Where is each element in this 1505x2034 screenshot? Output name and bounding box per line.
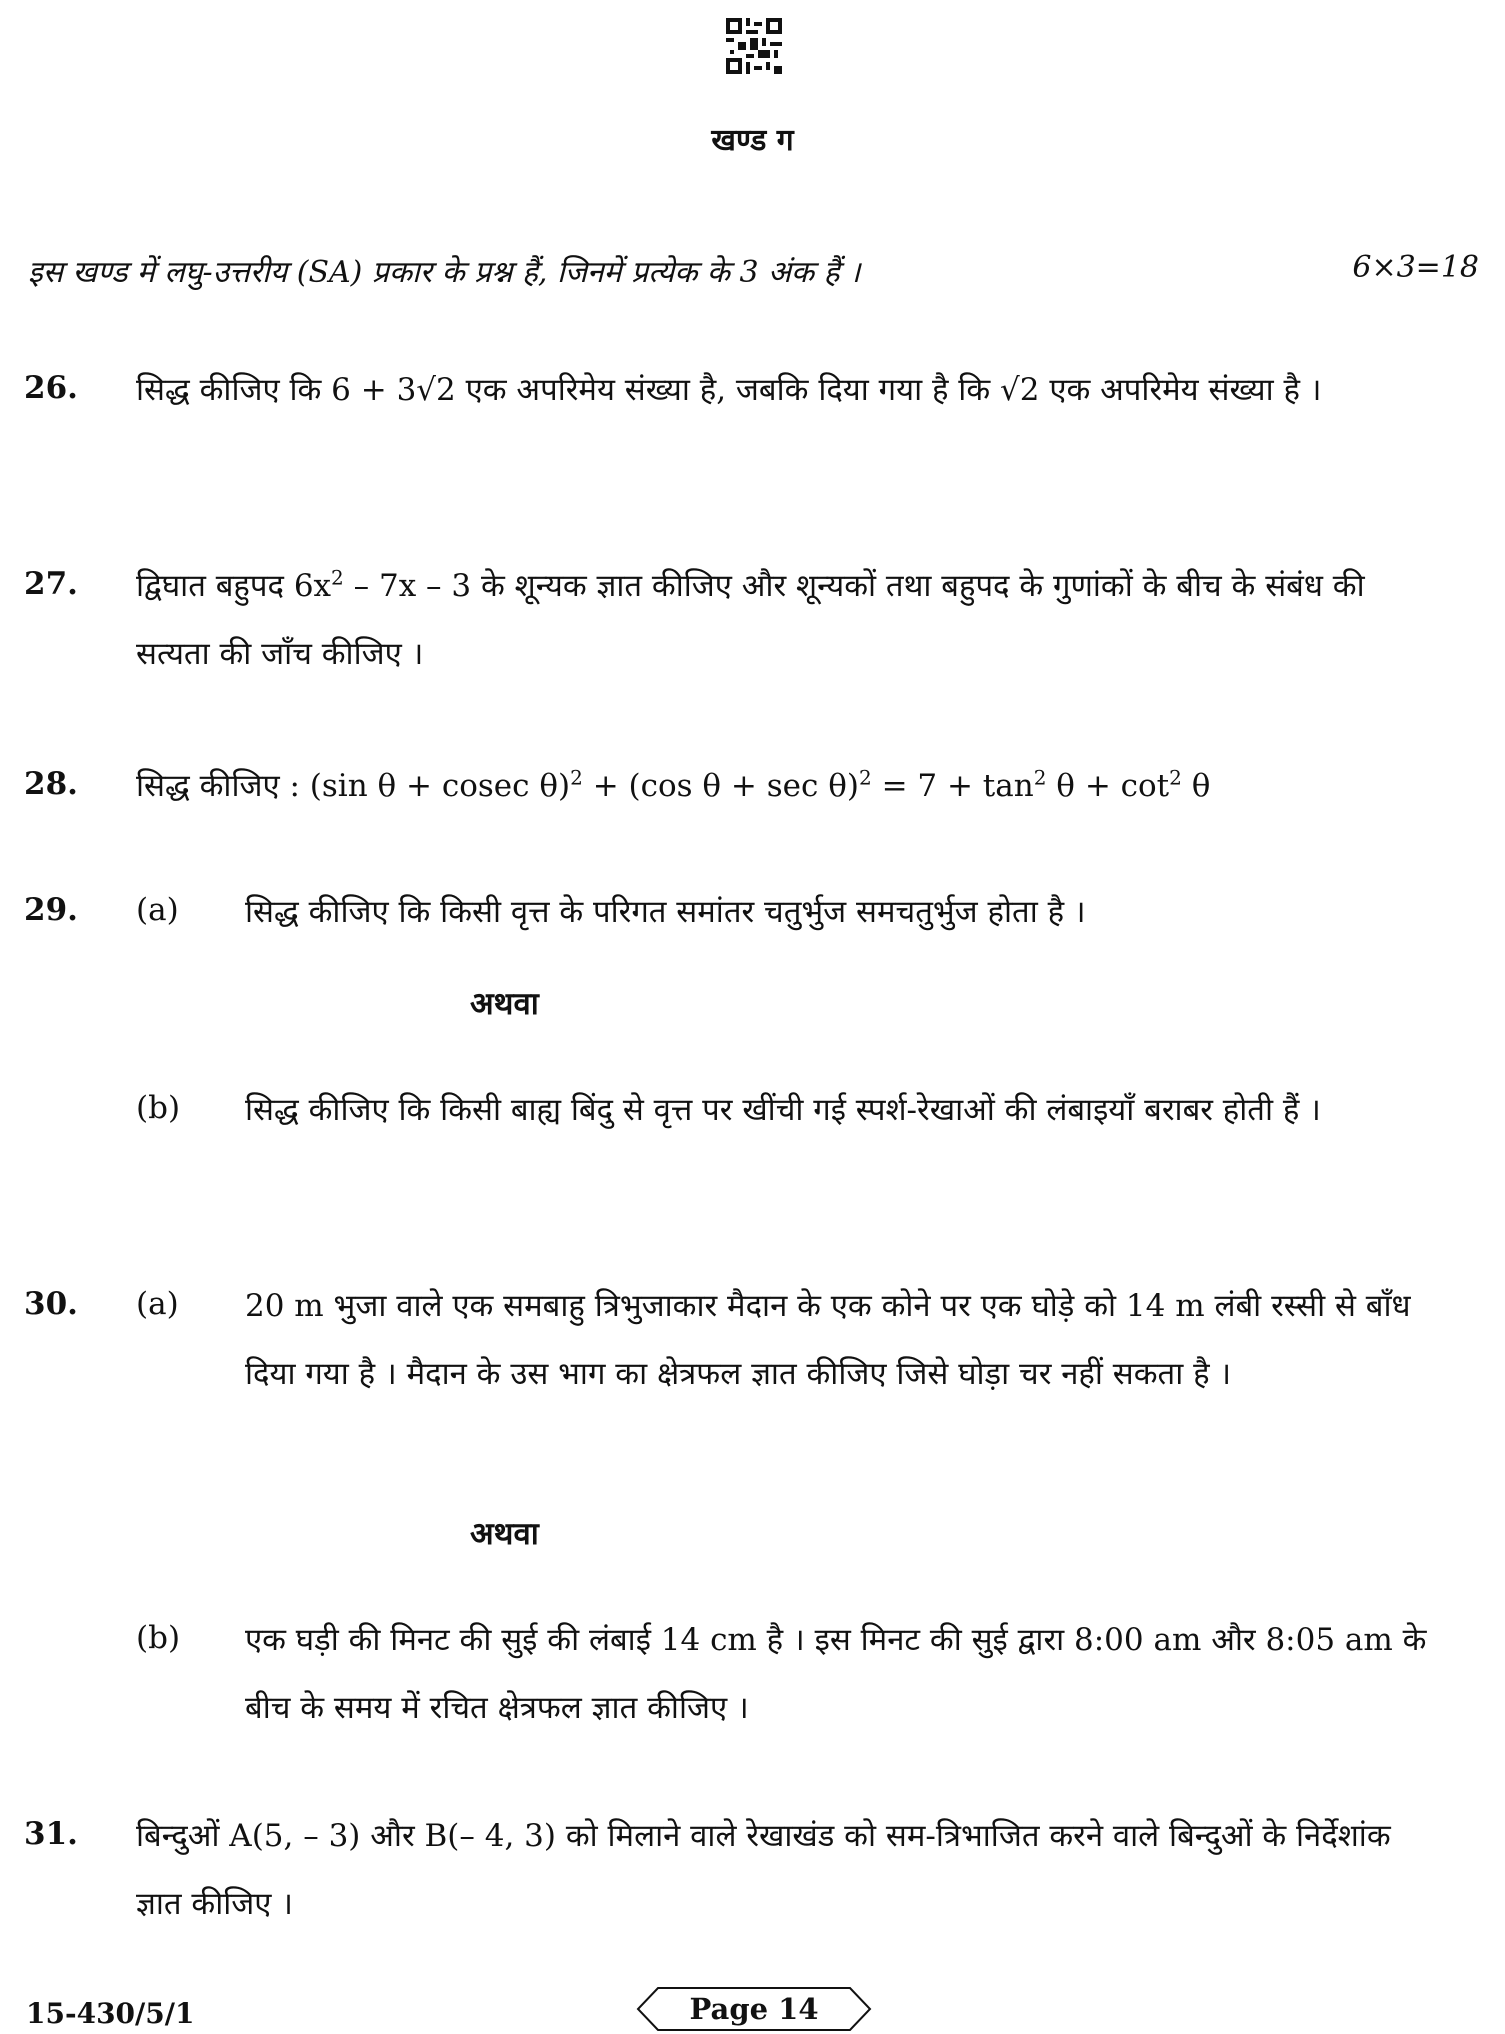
option-label: (a) [136,1286,179,1322]
question-text-part: θ [1181,768,1211,804]
option-text: सिद्ध कीजिए कि किसी बाह्य बिंदु से वृत्त पर खींची गई स्पर्श-रेखाओं की लंबाइयाँ बराबर होती हैं । [245,1092,1321,1128]
question-text: सिद्ध कीजिए कि 6 + 3√2 एक अपरिमेय संख्या है, जबकि दिया गया है कि √2 एक अपरिमेय संख्या है । [136,372,1322,408]
or-separator: अथवा [470,1516,539,1552]
page-number: Page 14 [689,1992,819,2026]
question-text-part: θ + cot [1046,768,1170,804]
question-text-part: – 7x – 3 के शून्यक ज्ञात कीजिए और शून्यकों तथा बहुपद के गुणांकों के बीच के संबंध की सत्यता की जाँच कीजिए । [136,568,1365,672]
or-separator: अथवा [470,986,539,1022]
option-text: 20 m भुजा वाले एक समबाहु त्रिभुजाकार मैदान के एक कोने पर एक घोड़े को 14 m लंबी रस्सी से बाँध दिया गया है । मैदान के उस भाग का क्षेत्रफल ज्ञात कीजिए जिसे घोड़ा चर नहीं सकता है । [245,1288,1411,1392]
question-number: 31. [24,1816,78,1852]
question-text [136,752,1436,820]
question-text: बिन्दुओं A(5, – 3) और B(– 4, 3) को मिलाने वाले रेखाखंड को सम-त्रिभाजित करने वाले बिन्दुओं के निर्देशांक ज्ञात कीजिए । [136,1818,1391,1922]
option-text: एक घड़ी की मिनट की सुई की लंबाई 14 cm है । इस मिनट की सुई द्वारा 8:00 am और 8:05 am के बीच के समय में रचित क्षेत्रफल ज्ञात कीजिए । [245,1622,1427,1726]
superscript: 2 [570,765,583,790]
section-marks: 6×3=18 [1352,250,1479,285]
question-text-part: + (cos θ + sec θ) [582,768,859,804]
option-text: सिद्ध कीजिए कि किसी वृत्त के परिगत समांतर चतुर्भुज समचतुर्भुज होता है । [245,894,1086,930]
qr-code-icon [726,18,782,74]
option-label: (b) [136,1620,181,1656]
question-number: 30. [24,1286,78,1322]
question-number: 28. [24,766,78,802]
question-number: 26. [24,370,78,406]
superscript: 2 [1033,765,1047,790]
section-title: खण्ड ग [711,123,794,158]
question-text [136,552,1401,688]
section-instruction: इस खण्ड में लघु-उत्तरीय (SA) प्रकार के प्रश्न हैं, जिनमें प्रत्येक के 3 अंक हैं । [28,255,861,290]
question-text-part: द्विघात बहुपद 6x [136,568,332,604]
superscript: 2 [858,765,872,790]
page-number-badge [636,1986,872,2032]
question-number: 27. [24,566,78,602]
superscript: 2 [331,565,344,590]
question-text-part: सिद्ध कीजिए : (sin θ + cosec θ) [136,768,571,804]
option-label: (b) [136,1090,181,1126]
superscript: 2 [1169,765,1182,790]
question-number: 29. [24,892,78,928]
question-text-part: = 7 + tan [871,768,1034,804]
paper-code: 15-430/5/1 [26,1997,195,2030]
option-label: (a) [136,892,179,928]
